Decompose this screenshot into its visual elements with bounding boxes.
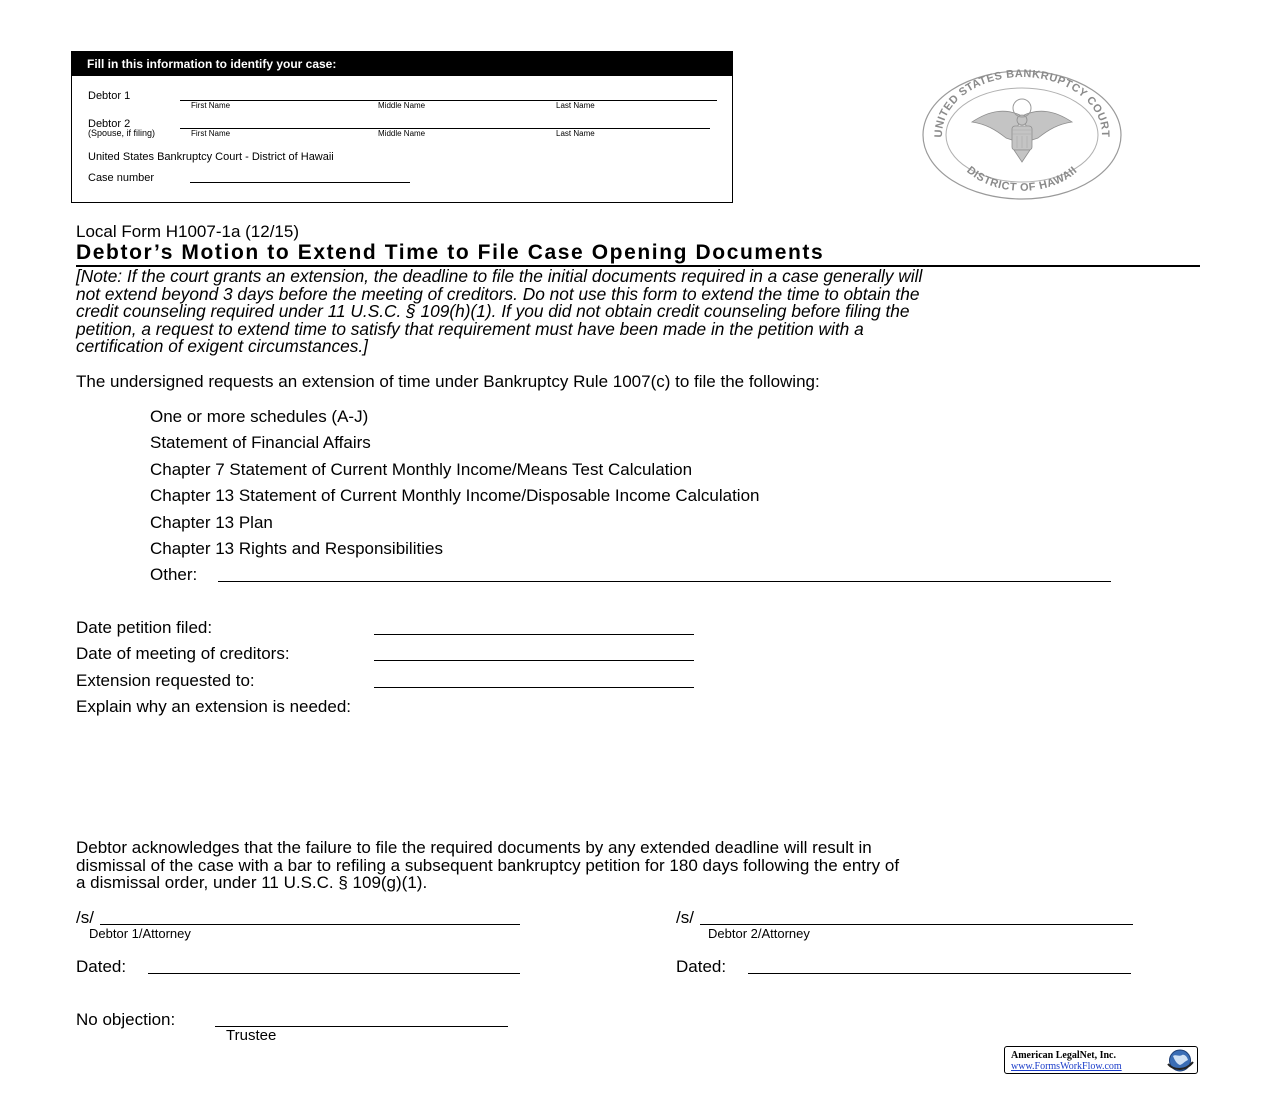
debtor2-first-name-caption: First Name bbox=[191, 129, 231, 138]
debtor2-dated-field[interactable] bbox=[748, 973, 1131, 974]
debtor1-middle-name-caption: Middle Name bbox=[378, 101, 426, 110]
note-line: not extend beyond 3 days before the meeting of creditors. Do not use this form to extend the time to obtain the bbox=[76, 283, 920, 304]
globe-icon bbox=[1163, 1048, 1195, 1073]
debtor2-label: Debtor 2 bbox=[88, 118, 131, 130]
debtor2-last-name-caption: Last Name bbox=[556, 129, 595, 138]
debtor2-name-field[interactable] bbox=[180, 128, 710, 129]
seal-top-text: UNITED STATES BANKRUPTCY COURT bbox=[932, 68, 1112, 138]
acknowledgment-line: a dismissal order, under 11 U.S.C. § 109(g)(1). bbox=[76, 873, 428, 892]
other-label: Other: bbox=[150, 565, 198, 584]
document-item: Chapter 13 Rights and Responsibilities bbox=[150, 539, 443, 558]
case-number-field[interactable] bbox=[190, 182, 410, 183]
other-field[interactable] bbox=[218, 581, 1111, 582]
date-petition-filed-label: Date petition filed: bbox=[76, 618, 213, 637]
svg-text:DISTRICT OF HAWAII bbox=[964, 164, 1079, 194]
logo-company-name: American LegalNet, Inc. bbox=[1011, 1050, 1116, 1061]
request-statement: The undersigned requests an extension of time under Bankruptcy Rule 1007(c) to file the following: bbox=[76, 372, 820, 391]
case-number-label: Case number bbox=[88, 172, 155, 184]
acknowledgment-line: Debtor acknowledges that the failure to file the required documents by any extended deadline will result in bbox=[76, 838, 872, 857]
document-item: Chapter 13 Plan bbox=[150, 513, 273, 532]
extension-to-field[interactable] bbox=[374, 687, 694, 688]
note-paragraph bbox=[76, 268, 1206, 356]
note-line: certification of exigent circumstances.] bbox=[76, 336, 368, 357]
document-item: Chapter 13 Statement of Current Monthly Income/Disposable Income Calculation bbox=[150, 486, 760, 505]
signature-prefix-debtor2: /s/ bbox=[676, 908, 694, 927]
no-objection-label: No objection: bbox=[76, 1010, 176, 1029]
dated-label-debtor2: Dated: bbox=[676, 957, 727, 976]
form-id: Local Form H1007-1a (12/15) bbox=[76, 222, 300, 241]
debtor1-attorney-caption: Debtor 1/Attorney bbox=[89, 926, 191, 941]
extension-to-label: Extension requested to: bbox=[76, 671, 255, 690]
debtor1-signature-field[interactable] bbox=[100, 924, 520, 925]
acknowledgment-line: dismissal of the case with a bar to refiling a subsequent bankruptcy petition for 180 days following the entry of bbox=[76, 855, 900, 875]
document-item: Chapter 7 Statement of Current Monthly Income/Means Test Calculation bbox=[150, 460, 693, 479]
case-info-box bbox=[71, 51, 733, 203]
note-line: [Note: If the court grants an extension, the deadline to file the initial documents required in a case generally will bbox=[76, 266, 923, 286]
seal-bottom-text: DISTRICT OF HAWAII bbox=[964, 164, 1080, 194]
date-meeting-field[interactable] bbox=[374, 660, 694, 661]
debtor1-name-field[interactable] bbox=[180, 100, 717, 101]
date-petition-filed-field[interactable] bbox=[374, 634, 694, 635]
american-legalnet-logo bbox=[1004, 1046, 1198, 1074]
court-seal bbox=[920, 68, 1124, 202]
debtor2-attorney-caption: Debtor 2/Attorney bbox=[708, 926, 810, 941]
date-meeting-label: Date of meeting of creditors: bbox=[76, 644, 290, 663]
debtor2-middle-name-caption: Middle Name bbox=[378, 129, 426, 138]
court-seal-icon bbox=[920, 68, 1124, 202]
debtor1-last-name-caption: Last Name bbox=[556, 101, 595, 110]
debtor2-sublabel: (Spouse, if filing) bbox=[88, 128, 156, 138]
court-name: United States Bankruptcy Court - District of Hawaii bbox=[88, 151, 334, 163]
explain-label: Explain why an extension is needed: bbox=[76, 697, 352, 716]
note-line: credit counseling required under 11 U.S.C. § 109(h)(1). If you did not obtain credit counseling before filing the bbox=[76, 301, 910, 322]
signature-prefix-debtor1: /s/ bbox=[76, 908, 94, 927]
acknowledgment-paragraph bbox=[76, 839, 1206, 892]
page-title: Debtor’s Motion to Extend Time to File Case Opening Documents bbox=[76, 240, 1200, 267]
logo-website-link[interactable]: www.FormsWorkFlow.com bbox=[1011, 1061, 1122, 1072]
document-item: Statement of Financial Affairs bbox=[150, 433, 371, 452]
document-item: One or more schedules (A-J) bbox=[150, 407, 369, 426]
note-line: petition, a request to extend time to satisfy that requirement must have been made in the petition with a bbox=[76, 318, 864, 339]
debtor1-dated-field[interactable] bbox=[148, 973, 520, 974]
case-info-header: Fill in this information to identify your case: bbox=[72, 52, 732, 76]
debtor1-first-name-caption: First Name bbox=[191, 101, 231, 110]
trustee-caption: Trustee bbox=[226, 1027, 277, 1044]
dated-label-debtor1: Dated: bbox=[76, 957, 127, 976]
debtor1-label: Debtor 1 bbox=[88, 90, 131, 102]
debtor2-signature-field[interactable] bbox=[700, 924, 1133, 925]
